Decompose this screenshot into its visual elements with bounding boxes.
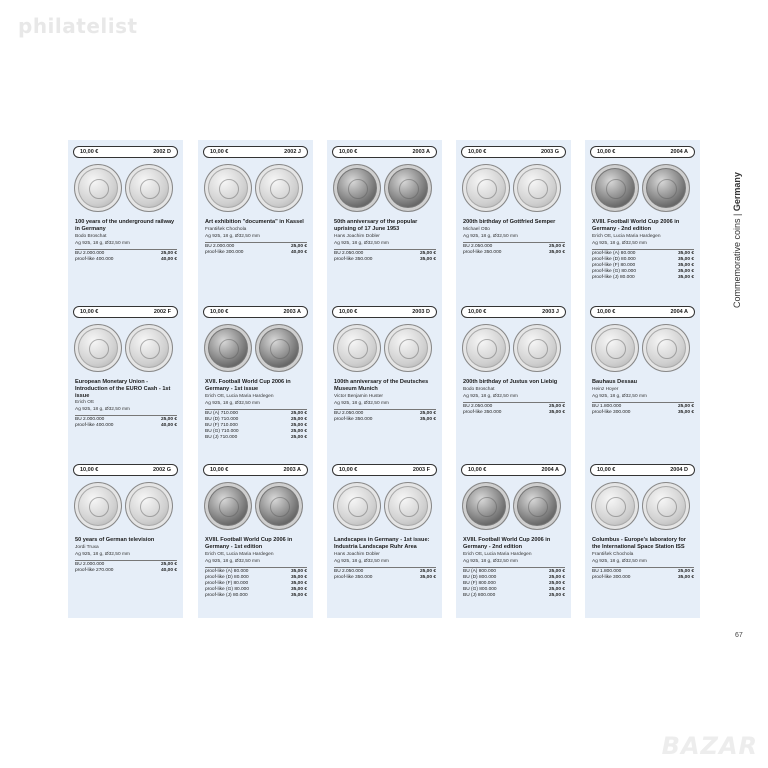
face-value: 10,00 €	[210, 466, 229, 473]
edition-label: BU 1.800.000	[592, 568, 622, 574]
divider	[463, 402, 565, 403]
edition-label: BU 2.050.000	[334, 250, 364, 256]
coin-images	[591, 162, 694, 214]
coin-images	[333, 322, 436, 374]
edition-price: 35,00 €	[677, 262, 694, 268]
edition-price: 25,00 €	[290, 243, 307, 249]
coin-obverse-image	[591, 324, 639, 372]
edition-label: BU 2.050.000	[463, 243, 493, 249]
edition-label: proof-like (D) 80.000	[592, 256, 636, 262]
edition-price: 35,00 €	[290, 568, 307, 574]
coin-obverse-image	[74, 324, 122, 372]
coin-info	[463, 537, 565, 599]
edition-price: 25,00 €	[160, 250, 177, 256]
coin-card	[68, 140, 183, 300]
coin-title: 200th birthday of Justus von Liebig	[463, 379, 558, 385]
year-mint: 2002 G	[152, 466, 171, 473]
coin-title: 100 years of the underground railway in Germany	[75, 219, 175, 232]
coin-reverse-image	[513, 164, 561, 212]
coin-specs: Ag 925, 18 g, Ø32,50 mm	[334, 558, 389, 564]
edition-label: proof-like (A) 80.000	[205, 568, 249, 574]
coin-card	[585, 458, 700, 618]
edition-label: proof-like 300.000	[592, 574, 631, 580]
edition-label: proof-like (J) 80.000	[205, 592, 248, 598]
coin-images	[204, 162, 307, 214]
edition-label: BU 2.000.000	[75, 250, 105, 256]
year-mint: 2004 A	[670, 148, 688, 155]
edition-price: 40,00 €	[160, 256, 177, 262]
coin-info	[334, 379, 436, 423]
coin-title: XVIII. Football World Cup 2006 in Germany - 2nd edition	[463, 537, 551, 550]
coin-header	[203, 306, 308, 318]
edition-label: BU (A) 800.000	[463, 568, 497, 574]
section-label: Commemorative coins	[732, 218, 742, 308]
coin-info	[334, 219, 436, 263]
face-value: 10,00 €	[339, 466, 358, 473]
coin-designer: Hans Joachim Dobler	[334, 233, 380, 239]
edition-price: 35,00 €	[677, 256, 694, 262]
country-label: Germany	[732, 172, 742, 212]
coin-card	[456, 140, 571, 300]
edition-label: proof-like (A) 80.000	[592, 250, 636, 256]
coin-card	[198, 140, 313, 300]
divider	[334, 409, 436, 410]
coin-specs: Ag 925, 18 g, Ø32,50 mm	[463, 558, 518, 564]
coin-specs: Ag 925, 18 g, Ø32,50 mm	[592, 558, 647, 564]
edition-price: 35,00 €	[419, 256, 436, 262]
coin-card	[327, 458, 442, 618]
coin-header	[590, 306, 695, 318]
face-value: 10,00 €	[339, 148, 358, 155]
face-value: 10,00 €	[210, 308, 229, 315]
coin-info	[205, 537, 307, 599]
edition-price: 25,00 €	[548, 586, 565, 592]
edition-label: proof-like 350.000	[334, 256, 373, 262]
edition-price: 25,00 €	[548, 403, 565, 409]
coin-title: XVII. Football World Cup 2006 in Germany - 1st issue	[205, 379, 291, 392]
coin-reverse-image	[642, 324, 690, 372]
coin-info	[205, 219, 307, 256]
edition-price: 40,00 €	[160, 423, 177, 429]
coin-info	[205, 379, 307, 441]
edition-label: proof-like 300.000	[592, 409, 631, 415]
edition-price: 25,00 €	[677, 403, 694, 409]
divider	[334, 567, 436, 568]
coin-designer: Hans Joachim Dobler	[334, 551, 380, 557]
year-mint: 2003 A	[412, 148, 430, 155]
edition-price: 25,00 €	[160, 561, 177, 567]
edition-price: 35,00 €	[548, 249, 565, 255]
edition-label: proof-like 400.000	[75, 256, 114, 262]
edition-price: 25,00 €	[160, 417, 177, 423]
divider	[592, 402, 694, 403]
edition-price: 35,00 €	[419, 574, 436, 580]
edition-label: proof-like (G) 80.000	[592, 268, 636, 274]
coin-header	[461, 464, 566, 476]
coin-header	[461, 146, 566, 158]
coin-obverse-image	[333, 324, 381, 372]
edition-row	[592, 575, 694, 581]
edition-label: proof-like 270.000	[75, 567, 114, 573]
face-value: 10,00 €	[80, 148, 99, 155]
coin-info	[334, 537, 436, 581]
edition-label: BU 2.000.000	[75, 417, 105, 423]
coin-designer: Victor Benjamin Huster	[334, 393, 383, 399]
coin-card	[198, 458, 313, 618]
edition-label: BU (J) 800.000	[463, 592, 496, 598]
edition-row	[205, 250, 307, 256]
coin-designer: František Chochola	[592, 551, 634, 557]
coin-images	[74, 322, 177, 374]
coin-info	[463, 219, 565, 256]
edition-price: 25,00 €	[290, 416, 307, 422]
edition-row	[205, 593, 307, 599]
divider	[592, 249, 694, 250]
face-value: 10,00 €	[339, 308, 358, 315]
coin-specs: Ag 925, 18 g, Ø32,50 mm	[205, 558, 260, 564]
coin-images	[462, 480, 565, 532]
coin-card	[585, 300, 700, 460]
edition-label: BU 2.050.000	[334, 568, 364, 574]
coin-reverse-image	[125, 164, 173, 212]
edition-price: 35,00 €	[290, 580, 307, 586]
coin-title: Landscapes in Germany - 1st issue: Industria Landscape Ruhr Area	[334, 537, 430, 550]
coin-card	[68, 300, 183, 460]
edition-label: proof-like 300.000	[205, 249, 244, 255]
divider	[205, 242, 307, 243]
coin-reverse-image	[384, 164, 432, 212]
divider	[205, 567, 307, 568]
edition-label: proof-like 350.000	[334, 416, 373, 422]
edition-price: 35,00 €	[677, 409, 694, 415]
coin-images	[74, 480, 177, 532]
year-mint: 2003 G	[540, 148, 559, 155]
divider	[75, 560, 177, 561]
page-number: 67	[735, 632, 743, 639]
coin-header	[461, 306, 566, 318]
coin-images	[462, 322, 565, 374]
edition-price: 35,00 €	[677, 574, 694, 580]
coin-specs: Ag 925, 18 g, Ø32,50 mm	[592, 393, 647, 399]
face-value: 10,00 €	[468, 148, 487, 155]
coin-specs: Ag 925, 18 g, Ø32,50 mm	[463, 393, 518, 399]
coin-reverse-image	[125, 324, 173, 372]
coin-obverse-image	[333, 482, 381, 530]
year-mint: 2003 D	[412, 308, 430, 315]
section-separator: |	[732, 213, 742, 216]
watermark-philatelist: philatelist	[18, 14, 138, 38]
coin-images	[462, 162, 565, 214]
coin-header	[73, 464, 178, 476]
edition-price: 35,00 €	[290, 592, 307, 598]
coin-designer: Jordi Truxa	[75, 544, 99, 550]
coin-header	[73, 306, 178, 318]
coin-obverse-image	[333, 164, 381, 212]
watermark-bazar: BAZAR	[661, 732, 758, 760]
coin-obverse-image	[74, 482, 122, 530]
edition-label: BU 2.050.000	[334, 410, 364, 416]
edition-label: proof-like (D) 80.000	[205, 574, 249, 580]
edition-row	[334, 257, 436, 263]
coin-card	[456, 300, 571, 460]
coin-designer: Michael Otto	[463, 226, 490, 232]
coin-info	[463, 379, 565, 416]
coin-info	[75, 219, 177, 263]
edition-price: 25,00 €	[290, 422, 307, 428]
edition-label: BU (F) 710.000	[205, 422, 238, 428]
edition-label: proof-like (J) 80.000	[592, 274, 635, 280]
edition-price: 25,00 €	[419, 250, 436, 256]
edition-label: BU 2.000.000	[205, 243, 235, 249]
coin-info	[592, 379, 694, 416]
coin-header	[73, 146, 178, 158]
coin-title: XVIII. Football World Cup 2006 in Germany - 1st edition	[205, 537, 293, 550]
year-mint: 2002 J	[284, 148, 301, 155]
edition-label: proof-like (F) 80.000	[205, 580, 249, 586]
coin-designer: František Chochola	[205, 226, 247, 232]
coin-specs: Ag 925, 18 g, Ø32,50 mm	[205, 400, 260, 406]
edition-price: 35,00 €	[290, 574, 307, 580]
year-mint: 2004 D	[670, 466, 688, 473]
coin-info	[75, 537, 177, 574]
coin-specs: Ag 925, 18 g, Ø32,50 mm	[75, 551, 130, 557]
coin-title: 50th anniversary of the popular uprising of 17 June 1953	[334, 219, 418, 232]
coin-reverse-image	[125, 482, 173, 530]
coin-card	[585, 140, 700, 300]
edition-price: 35,00 €	[548, 409, 565, 415]
edition-row	[334, 417, 436, 423]
edition-price: 40,00 €	[160, 567, 177, 573]
edition-price: 35,00 €	[419, 416, 436, 422]
coin-header	[332, 464, 437, 476]
face-value: 10,00 €	[597, 466, 616, 473]
edition-price: 25,00 €	[419, 568, 436, 574]
divider	[334, 249, 436, 250]
edition-label: proof-like (G) 80.000	[205, 586, 249, 592]
coin-specs: Ag 925, 18 g, Ø32,50 mm	[75, 240, 130, 246]
coin-header	[332, 146, 437, 158]
coin-card	[327, 300, 442, 460]
coin-title: 100th anniversary of the Deutsches Museum Munich	[334, 379, 429, 392]
face-value: 10,00 €	[597, 148, 616, 155]
year-mint: 2004 A	[670, 308, 688, 315]
edition-label: BU (A) 710.000	[205, 410, 239, 416]
edition-row	[463, 593, 565, 599]
coin-reverse-image	[384, 324, 432, 372]
coin-header	[590, 146, 695, 158]
coin-obverse-image	[74, 164, 122, 212]
coin-reverse-image	[513, 482, 561, 530]
coin-images	[333, 480, 436, 532]
coin-reverse-image	[255, 482, 303, 530]
year-mint: 2003 A	[283, 308, 301, 315]
edition-label: proof-like 350.000	[463, 409, 502, 415]
coin-obverse-image	[591, 164, 639, 212]
coin-specs: Ag 925, 18 g, Ø32,50 mm	[75, 407, 130, 413]
face-value: 10,00 €	[468, 308, 487, 315]
coin-images	[74, 162, 177, 214]
coin-title: European Monetary Union - Introduction of the EURO Cash - 1st issue	[75, 379, 171, 399]
coin-designer: Erich Ott, Lucia Maria Hardegen	[205, 551, 274, 557]
edition-label: BU 2.000.000	[75, 561, 105, 567]
coin-header	[203, 146, 308, 158]
coin-specs: Ag 925, 18 g, Ø32,50 mm	[592, 240, 647, 246]
edition-label: proof-like 350.000	[463, 249, 502, 255]
coin-images	[591, 322, 694, 374]
edition-row	[463, 410, 565, 416]
edition-price: 25,00 €	[290, 434, 307, 440]
year-mint: 2002 F	[153, 308, 171, 315]
coin-reverse-image	[255, 164, 303, 212]
coin-obverse-image	[462, 324, 510, 372]
edition-row	[592, 275, 694, 281]
edition-price: 25,00 €	[290, 410, 307, 416]
year-mint: 2003 J	[542, 308, 559, 315]
coin-card	[198, 300, 313, 460]
coin-obverse-image	[204, 164, 252, 212]
face-value: 10,00 €	[210, 148, 229, 155]
divider	[205, 409, 307, 410]
edition-row	[75, 423, 177, 429]
year-mint: 2002 D	[153, 148, 171, 155]
year-mint: 2004 A	[541, 466, 559, 473]
edition-label: proof-like 350.000	[334, 574, 373, 580]
edition-price: 35,00 €	[677, 250, 694, 256]
edition-price: 35,00 €	[290, 586, 307, 592]
coin-obverse-image	[462, 164, 510, 212]
edition-label: BU (G) 710.000	[205, 428, 239, 434]
edition-label: BU (D) 710.000	[205, 416, 239, 422]
coin-header	[590, 464, 695, 476]
coin-images	[333, 162, 436, 214]
edition-row	[75, 257, 177, 263]
coin-reverse-image	[642, 164, 690, 212]
coin-images	[204, 480, 307, 532]
divider	[592, 567, 694, 568]
coin-designer: Erich Ott, Lucia Maria Hardegen	[463, 551, 532, 557]
edition-label: BU (F) 800.000	[463, 580, 496, 586]
coin-obverse-image	[204, 324, 252, 372]
divider	[463, 567, 565, 568]
edition-price: 25,00 €	[419, 410, 436, 416]
coin-title: Art exhibition "documenta" in Kassel	[205, 219, 304, 225]
edition-row	[592, 410, 694, 416]
face-value: 10,00 €	[80, 466, 99, 473]
coin-reverse-image	[513, 324, 561, 372]
coin-obverse-image	[204, 482, 252, 530]
coin-title: Bauhaus Dessau	[592, 379, 638, 385]
coin-specs: Ag 925, 18 g, Ø32,50 mm	[205, 233, 260, 239]
divider	[75, 249, 177, 250]
year-mint: 2003 F	[412, 466, 430, 473]
coin-info	[592, 537, 694, 581]
face-value: 10,00 €	[597, 308, 616, 315]
face-value: 10,00 €	[80, 308, 99, 315]
face-value: 10,00 €	[468, 466, 487, 473]
coin-title: XVIII. Football World Cup 2006 in Germany - 2nd edition	[592, 219, 680, 232]
coin-card	[327, 140, 442, 300]
edition-price: 25,00 €	[548, 580, 565, 586]
edition-row	[205, 435, 307, 441]
edition-price: 25,00 €	[677, 568, 694, 574]
coin-designer: Bodo Broschat	[75, 233, 107, 239]
coin-specs: Ag 925, 18 g, Ø32,50 mm	[463, 233, 518, 239]
edition-price: 25,00 €	[548, 568, 565, 574]
edition-label: proof-like 400.000	[75, 423, 114, 429]
edition-price: 35,00 €	[677, 274, 694, 280]
coin-designer: Erich Ott	[75, 400, 94, 406]
coin-info	[75, 379, 177, 429]
coin-reverse-image	[642, 482, 690, 530]
year-mint: 2003 A	[283, 466, 301, 473]
section-side-label	[732, 148, 746, 308]
coin-designer: Erich Ott, Lucia Maria Hardegen	[205, 393, 274, 399]
coin-images	[204, 322, 307, 374]
coin-designer: Heinz Hoyer	[592, 386, 619, 392]
coin-obverse-image	[462, 482, 510, 530]
coin-reverse-image	[384, 482, 432, 530]
edition-label: proof-like (F) 80.000	[592, 262, 636, 268]
edition-row	[463, 250, 565, 256]
edition-price: 25,00 €	[548, 592, 565, 598]
coin-card	[68, 458, 183, 618]
coin-header	[332, 306, 437, 318]
coin-specs: Ag 925, 18 g, Ø32,50 mm	[334, 240, 389, 246]
edition-price: 25,00 €	[548, 574, 565, 580]
coin-info	[592, 219, 694, 281]
edition-row	[334, 575, 436, 581]
coin-reverse-image	[255, 324, 303, 372]
coin-card	[456, 458, 571, 618]
coin-obverse-image	[591, 482, 639, 530]
edition-label: BU 2.050.000	[463, 403, 493, 409]
edition-label: BU (D) 800.000	[463, 574, 497, 580]
coin-title: 50 years of German television	[75, 537, 155, 543]
coin-title: Columbus - Europe's laboratory for the International Space Station ISS	[592, 537, 686, 550]
edition-label: BU (G) 800.000	[463, 586, 497, 592]
edition-price: 25,00 €	[290, 428, 307, 434]
edition-label: BU (J) 710.000	[205, 434, 238, 440]
edition-row	[75, 568, 177, 574]
coin-images	[591, 480, 694, 532]
edition-label: BU 1.800.000	[592, 403, 622, 409]
edition-price: 40,00 €	[290, 249, 307, 255]
divider	[463, 242, 565, 243]
coin-title: 200th birthday of Gottfried Semper	[463, 219, 556, 225]
coin-designer: Erich Ott, Lucia Maria Hardegen	[592, 233, 661, 239]
coin-specs: Ag 925, 18 g, Ø32,50 mm	[334, 400, 389, 406]
edition-price: 35,00 €	[677, 268, 694, 274]
coin-header	[203, 464, 308, 476]
edition-price: 25,00 €	[548, 243, 565, 249]
coin-designer: Bodo Broschat	[463, 386, 495, 392]
